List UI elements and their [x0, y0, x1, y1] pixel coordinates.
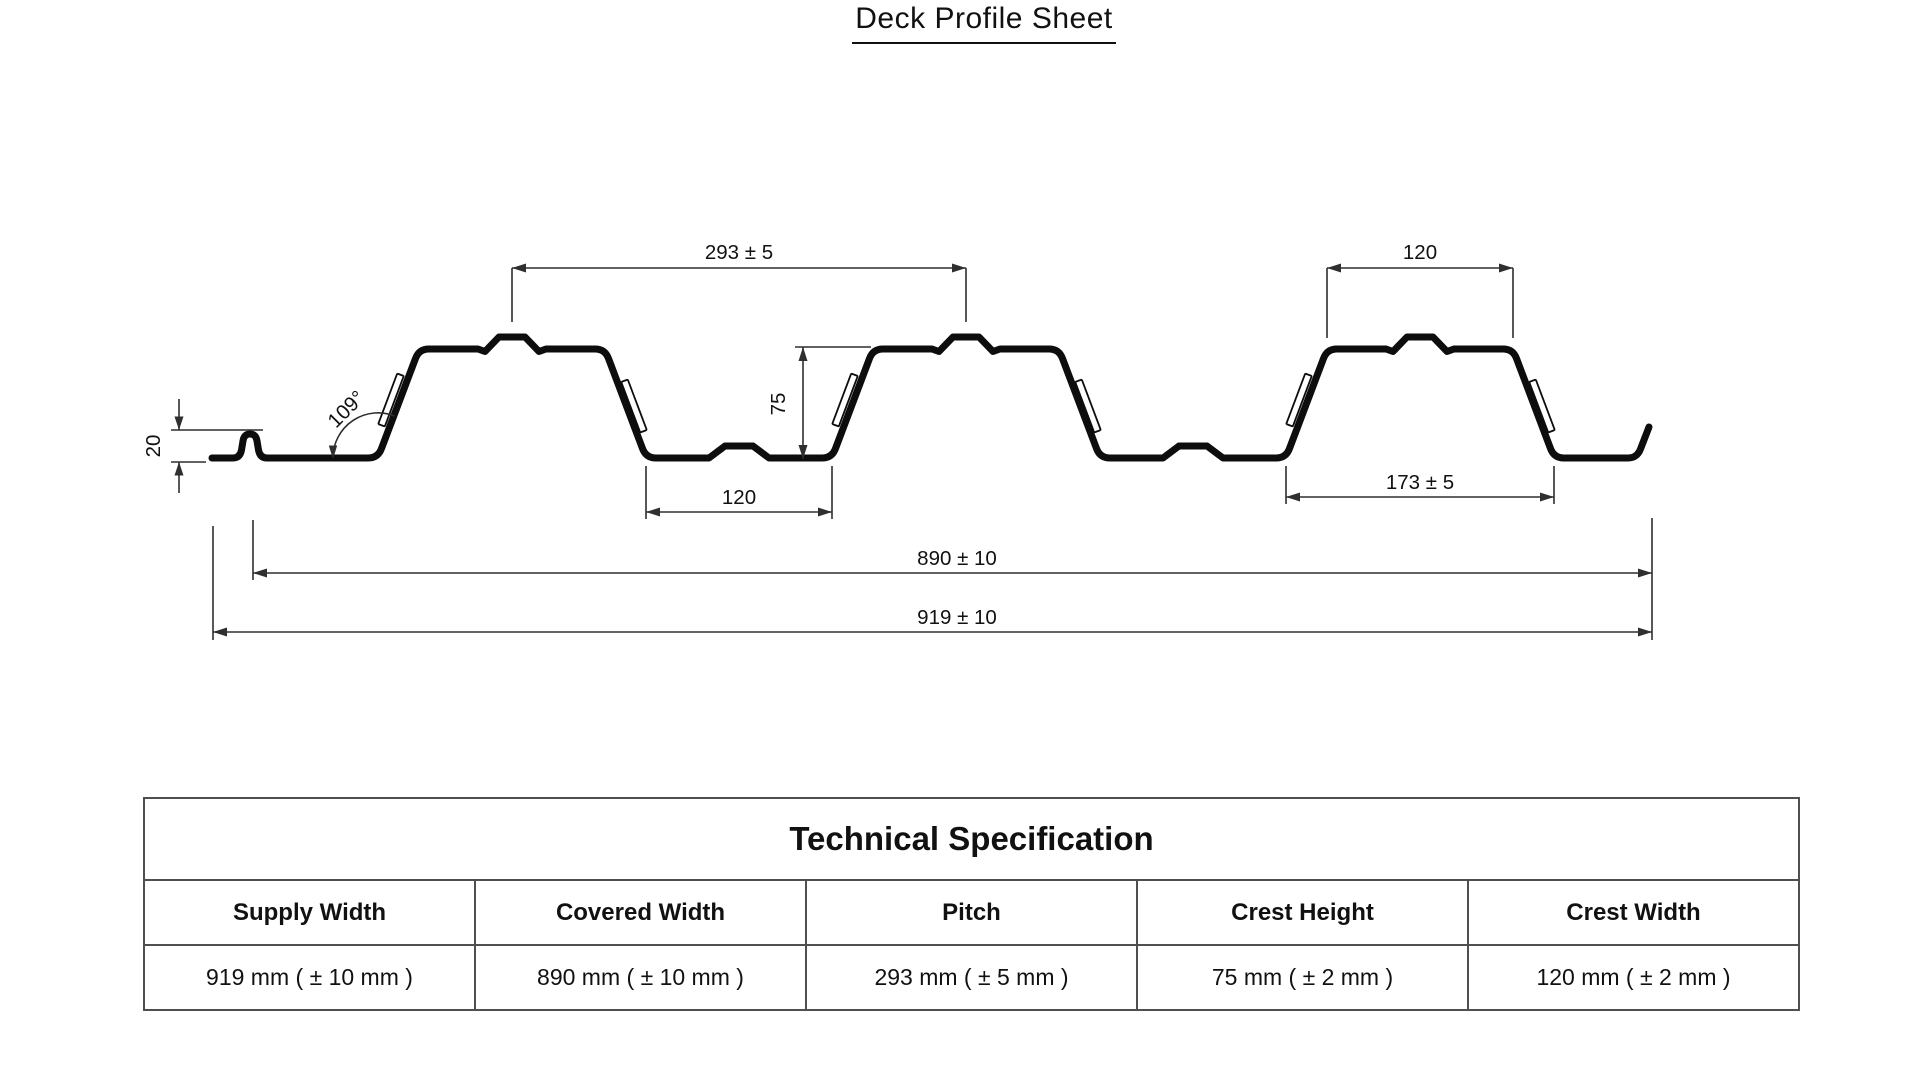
page-title-text: Deck Profile Sheet	[852, 2, 1115, 44]
spec-table	[143, 797, 1800, 1011]
spec-header-covered-width: Covered Width	[475, 880, 806, 945]
dim-crest-base-width	[1286, 466, 1554, 504]
spec-header-crest-height: Crest Height	[1137, 880, 1468, 945]
spec-value-crest-width: 120 mm ( ± 2 mm )	[1468, 945, 1799, 1010]
dim-edge-rib-height-label: 20	[142, 434, 165, 458]
dim-supply-width	[213, 518, 1652, 640]
profile-outline	[212, 337, 1649, 458]
dim-pitch	[512, 241, 966, 322]
dim-crest-top-width-label: 120	[1402, 241, 1438, 264]
spec-value-covered-width: 890 mm ( ± 10 mm )	[475, 945, 806, 1010]
spec-table-title: Technical Specification	[144, 798, 1799, 880]
dim-supply-width-label: 919 ± 10	[917, 606, 997, 629]
spec-value-supply-width: 919 mm ( ± 10 mm )	[144, 945, 475, 1010]
dim-covered-width-label: 890 ± 10	[917, 547, 997, 570]
spec-value-pitch: 293 mm ( ± 5 mm )	[806, 945, 1137, 1010]
dim-crest-base-width-label: 173 ± 5	[1385, 471, 1455, 494]
dim-covered-width	[253, 520, 1652, 580]
dim-valley-width-label: 120	[721, 486, 757, 509]
spec-value-crest-height: 75 mm ( ± 2 mm )	[1137, 945, 1468, 1010]
dim-valley-width	[646, 466, 832, 519]
spec-table-header-row	[144, 880, 1799, 945]
dim-crest-height-label: 75	[767, 392, 790, 416]
spec-table-title-row	[144, 798, 1799, 880]
spec-header-crest-width: Crest Width	[1468, 880, 1799, 945]
dim-web-angle-label: 109°	[323, 386, 370, 433]
web-emboss-marks	[378, 373, 1555, 432]
dim-pitch-label: 293 ± 5	[704, 241, 774, 264]
spec-header-pitch: Pitch	[806, 880, 1137, 945]
dim-crest-top-width	[1327, 241, 1513, 338]
spec-header-supply-width: Supply Width	[144, 880, 475, 945]
spec-table-value-row	[144, 945, 1799, 1010]
